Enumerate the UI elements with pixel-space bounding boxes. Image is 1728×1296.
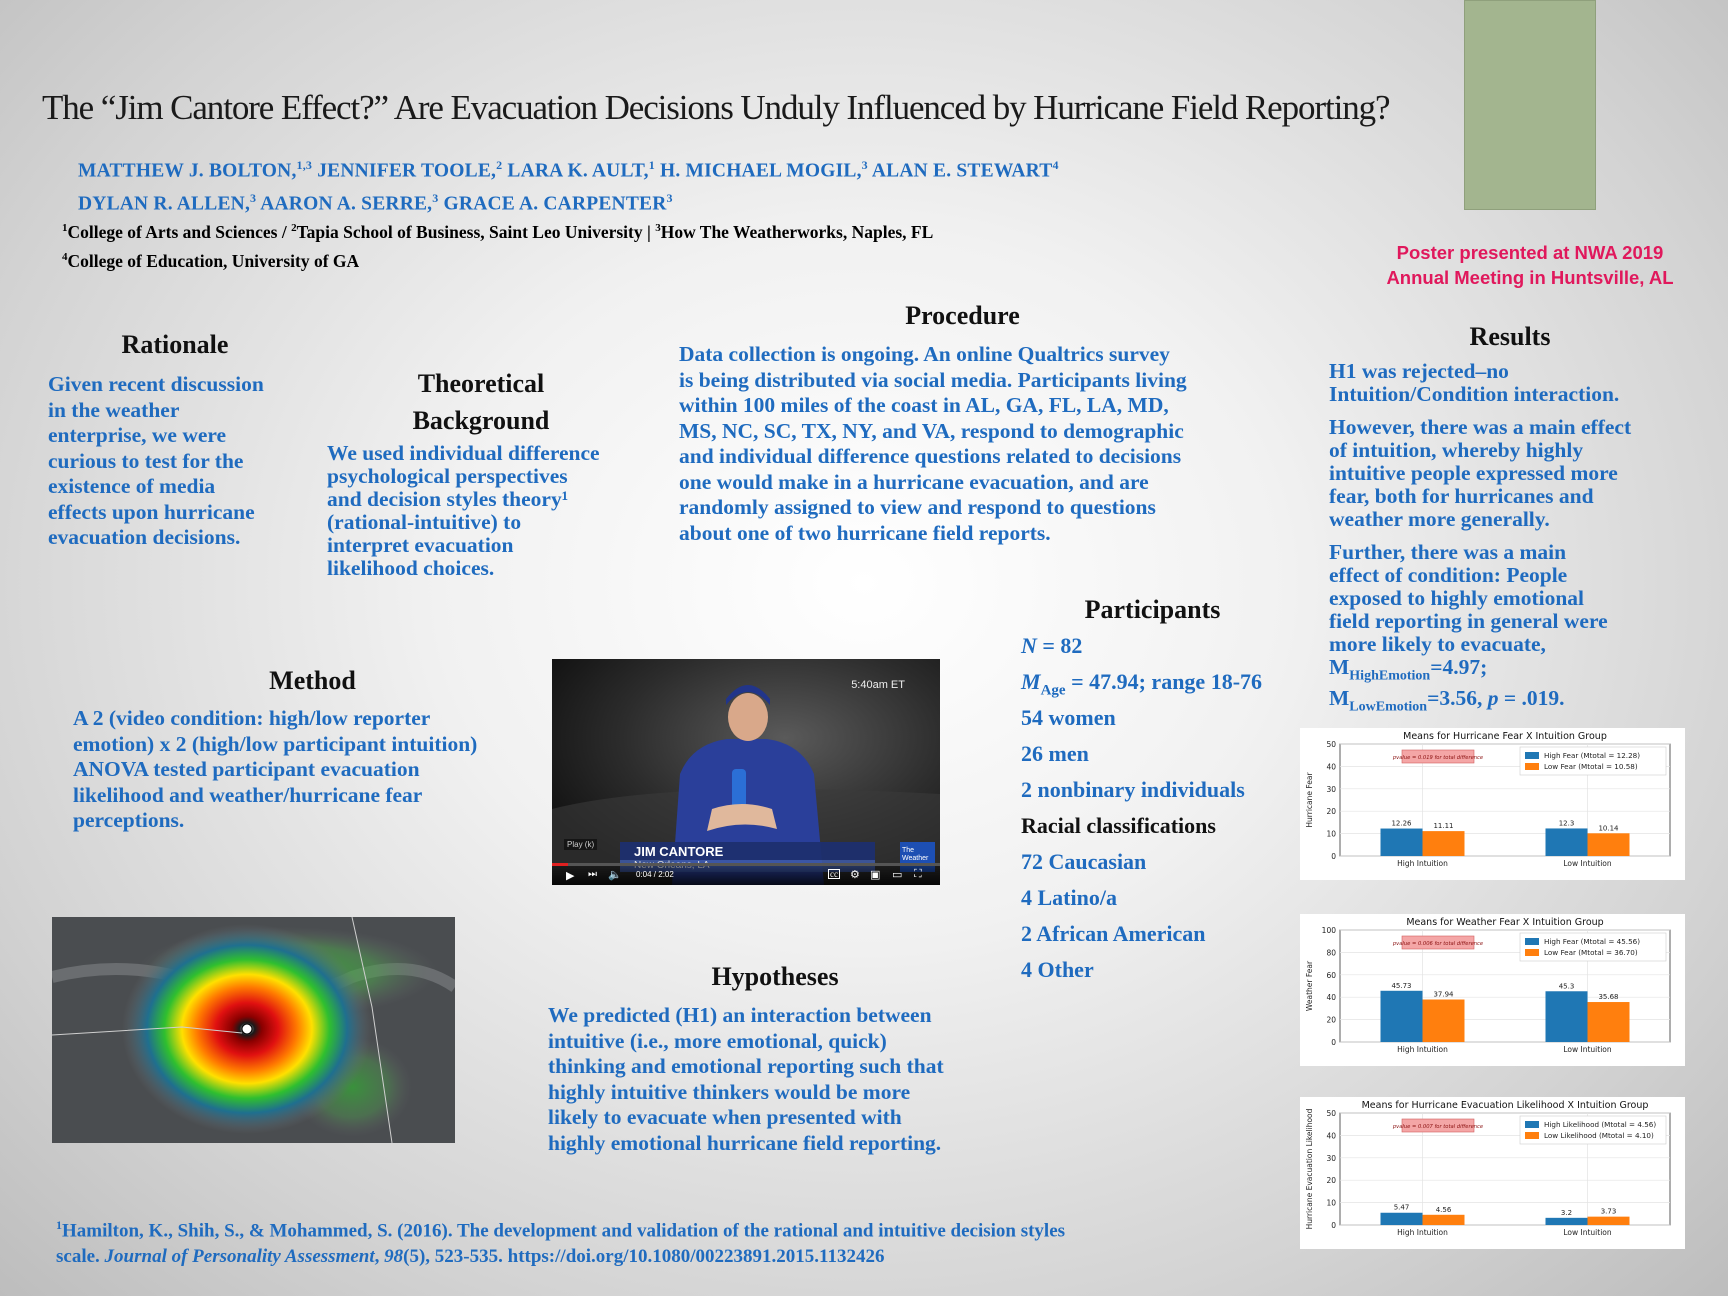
rationale-text — [48, 372, 318, 551]
legend-label: Low Fear (Mtotal = 36.70) — [1544, 948, 1638, 957]
results-paragraph — [1329, 416, 1719, 531]
affiliation: College of Arts and Sciences / — [67, 222, 292, 242]
legend-swatch — [1525, 949, 1539, 956]
hurricane-satellite-image — [52, 917, 455, 1143]
data-label: 12.26 — [1391, 819, 1412, 828]
method-line: ANOVA tested participant evacuation — [73, 757, 420, 781]
hypotheses-line: thinking and emotional reporting such that — [548, 1054, 944, 1078]
author-name-sup: 3 — [432, 191, 439, 205]
hypotheses-text — [548, 1003, 1008, 1156]
y-tick-label: 20 — [1326, 1176, 1336, 1186]
legend-label: High Fear (Mtotal = 45.56) — [1544, 937, 1641, 946]
y-tick-label: 0 — [1331, 852, 1336, 861]
bar — [1546, 991, 1588, 1042]
affiliation: College of Education, University of GA — [67, 251, 360, 271]
legend-label: Low Likelihood (Mtotal = 4.10) — [1544, 1131, 1654, 1140]
next-icon[interactable]: ⏭ — [588, 869, 597, 880]
rationale-line: enterprise, we were — [48, 423, 227, 447]
author-name: JENNIFER TOOLE, — [312, 160, 497, 182]
theory-heading-line: Theoretical — [417, 369, 545, 398]
procedure-line: Data collection is ongoing. An online Qualtrics survey — [679, 342, 1170, 366]
author-name: MATTHEW J. BOLTON, — [78, 160, 297, 182]
hypotheses-heading: Hypotheses — [711, 962, 839, 991]
y-axis-label: Hurricane Fear — [1305, 772, 1314, 828]
affiliation: Tapia School of Business, Saint Leo University | — [296, 222, 656, 242]
bar — [1588, 1002, 1630, 1042]
x-tick-label: Low Intuition — [1563, 1045, 1612, 1054]
rationale-line: curious to test for the — [48, 448, 244, 473]
legend-swatch — [1525, 1132, 1539, 1139]
chart-title: Means for Weather Fear X Intuition Group — [1406, 917, 1604, 928]
miniplayer-icon[interactable]: ▣ — [870, 869, 881, 881]
y-tick-label: 40 — [1326, 1131, 1336, 1141]
affiliations-line-1 — [62, 222, 933, 243]
author-name: GRACE A. CARPENTER — [438, 193, 667, 215]
y-tick-label: 60 — [1326, 970, 1336, 980]
y-tick-label: 20 — [1326, 1015, 1336, 1025]
results-line: Further, there was a main — [1329, 540, 1567, 564]
x-tick-label: Low Intuition — [1563, 1228, 1612, 1237]
data-label: 12.3 — [1558, 819, 1575, 828]
y-axis-label: Weather Fear — [1305, 960, 1314, 1012]
presented-line: Annual Meeting in Huntsville, AL — [1386, 267, 1674, 288]
hypotheses-line: intuitive (i.e., more emotional, quick) — [548, 1028, 887, 1053]
author-name-sup: 2 — [496, 158, 503, 172]
chart-title: Means for Hurricane Evacuation Likelihood X Intuition Group — [1361, 1100, 1649, 1111]
poster-title: The “Jim Cantore Effect?” Are Evacuation Decisions Unduly Influenced by Hurricane Field Reporting? — [42, 88, 1390, 127]
y-tick-label: 50 — [1326, 1109, 1336, 1118]
results-text — [1329, 360, 1719, 719]
procedure-line: and individual difference questions related to decisions — [679, 444, 1182, 468]
hypotheses-line: We predicted (H1) an interaction between — [548, 1003, 932, 1027]
method-line: perceptions. — [73, 808, 185, 832]
logo-placeholder — [1464, 0, 1596, 210]
y-tick-label: 10 — [1326, 829, 1336, 839]
y-tick-label: 10 — [1326, 1198, 1336, 1208]
rationale-line: evacuation decisions. — [48, 525, 241, 549]
reference — [56, 1212, 1256, 1270]
legend-swatch — [1525, 1121, 1539, 1128]
theory-heading — [340, 365, 622, 439]
legend-swatch — [1525, 752, 1539, 759]
theory-line: interpret evacuation — [327, 533, 514, 557]
author-name-sup: 3 — [666, 191, 673, 205]
affiliation: How The Weatherworks, Naples, FL — [660, 222, 934, 242]
author-name: DYLAN R. ALLEN, — [78, 193, 251, 215]
procedure-line: MS, NC, SC, TX, NY, and VA, respond to demographic — [679, 418, 1184, 443]
video-progress-fill — [552, 863, 568, 866]
data-label: 37.94 — [1433, 990, 1454, 999]
results-line: However, there was a main effect — [1329, 415, 1632, 439]
method-text — [73, 706, 553, 834]
data-label: 45.3 — [1558, 982, 1575, 991]
bar — [1423, 1215, 1465, 1225]
bar — [1381, 1213, 1423, 1225]
author-name: ALAN E. STEWART — [867, 160, 1053, 182]
participants-age: $M_{Age} = 47.94$; range 18-76 — [1021, 669, 1263, 699]
chart-weather-fear — [1300, 914, 1685, 1066]
bar — [1546, 828, 1588, 856]
theory-line: psychological perspectives — [327, 464, 568, 488]
author-name-sup: 3 — [861, 158, 868, 172]
method-line: emotion) x 2 (high/low participant intuition) — [73, 731, 478, 756]
results-line: fear, both for hurricanes and — [1329, 484, 1594, 508]
affiliation-sup: 2 — [291, 222, 297, 235]
participants-item: 4 Other — [1021, 957, 1094, 982]
hypotheses-line: highly intuitive thinkers would be more — [548, 1079, 911, 1104]
rationale-line: existence of media — [48, 474, 216, 498]
results-line: H1 was rejected–no — [1329, 359, 1509, 383]
theory-heading-line: Background — [412, 406, 550, 435]
theory-line: likelihood choices. — [327, 556, 495, 580]
rationale-line: Given recent discussion — [48, 372, 264, 396]
procedure-line: is being distributed via social media. Participants living — [679, 367, 1187, 392]
reference-line-1: $^1$Hamilton, K., Shih, S., & Mohammed, S. (2016). The development and validation of the rational and intuitive decision styles — [56, 1218, 1066, 1242]
results-line: exposed to highly emotional — [1329, 586, 1585, 610]
y-tick-label: 20 — [1326, 807, 1336, 817]
procedure-line: randomly assigned to view and respond to questions — [679, 495, 1156, 519]
x-tick-label: Low Intuition — [1563, 859, 1612, 868]
gear-icon[interactable]: ⚙ — [850, 869, 860, 881]
rationale-line: in the weather — [48, 397, 180, 422]
racial-heading: Racial classifications — [1021, 813, 1216, 838]
results-paragraph — [1329, 360, 1719, 406]
legend-label: High Fear (Mtotal = 12.28) — [1544, 751, 1641, 760]
procedure-heading: Procedure — [905, 301, 1020, 330]
video-time: 5:40am ET — [851, 679, 905, 691]
method-line: likelihood and weather/hurricane fear — [73, 782, 423, 807]
x-tick-label: High Intuition — [1397, 1045, 1448, 1054]
annotation-text: pvalue = 0.006 for total difference — [1392, 941, 1484, 947]
procedure-line: within 100 miles of the coast in AL, GA, FL, LA, MD, — [679, 393, 1169, 417]
y-tick-label: 100 — [1321, 926, 1336, 935]
affiliation-sup: 1 — [62, 222, 68, 235]
video-player[interactable] — [552, 659, 940, 885]
y-tick-label: 80 — [1326, 948, 1336, 958]
bar — [1588, 1217, 1630, 1225]
rationale-line: effects upon hurricane — [48, 499, 255, 524]
y-tick-label: 0 — [1331, 1221, 1336, 1230]
results-line: Intuition/Condition interaction. — [1329, 382, 1620, 406]
procedure-line: about one of two hurricane field reports. — [679, 520, 1051, 545]
legend-label: High Likelihood (Mtotal = 4.56) — [1544, 1120, 1657, 1129]
chart-hurricane-fear — [1300, 728, 1685, 880]
participants-item: 4 Latino/a — [1021, 885, 1117, 910]
theater-icon[interactable]: ▭ — [892, 869, 903, 881]
results-line: of intuition, whereby highly — [1329, 438, 1584, 462]
captions-icon[interactable]: cc — [830, 869, 838, 879]
results-paragraph — [1329, 541, 1719, 656]
author-name: H. MICHAEL MOGIL, — [654, 160, 862, 182]
method-line: A 2 (video condition: high/low reporter — [73, 706, 431, 730]
authors-line-1 — [78, 158, 1059, 183]
method-heading: Method — [269, 666, 356, 695]
bar — [1588, 833, 1630, 856]
hypotheses-line: highly emotional hurricane field reporting. — [548, 1130, 942, 1155]
satellite-graphic — [52, 917, 455, 1143]
theory-line: We used individual difference — [327, 441, 600, 465]
video-progress-track[interactable] — [552, 863, 940, 866]
participants-item: 2 African American — [1021, 921, 1206, 946]
presented-note — [1340, 240, 1720, 290]
play-icon[interactable]: ▶ — [566, 870, 575, 882]
data-label: 10.14 — [1598, 824, 1619, 833]
fullscreen-icon[interactable]: ⛶ — [914, 868, 922, 880]
results-m-low: $M_{LowEmotion}=3.56$, p = .019. — [1329, 686, 1565, 715]
data-label: 45.73 — [1391, 981, 1412, 990]
author-name: LARA K. AULT, — [502, 160, 649, 182]
participants-item: 26 men — [1021, 741, 1089, 766]
results-line: field reporting in general were — [1329, 609, 1608, 633]
bar — [1381, 829, 1423, 856]
x-tick-label: High Intuition — [1397, 1228, 1448, 1237]
data-label: 3.2 — [1560, 1208, 1573, 1217]
presented-line: Poster presented at NWA 2019 — [1396, 242, 1664, 263]
theory-line: (rational-intuitive) to — [327, 510, 522, 534]
video-reporter-name: JIM CANTORE — [634, 844, 724, 859]
author-name: AARON A. SERRE, — [256, 193, 433, 215]
procedure-line: one would make in a hurricane evacuation, and are — [679, 469, 1149, 494]
video-brand-logo: The Weather — [902, 847, 929, 862]
results-line: more likely to evacuate, — [1329, 632, 1546, 656]
participants-item: 2 nonbinary individuals — [1021, 777, 1245, 802]
results-m-high: $M_{HighEmotion}=4.97$; — [1329, 655, 1488, 684]
annotation-text: pvalue = 0.007 for total difference — [1392, 1124, 1484, 1130]
results-heading: Results — [1469, 322, 1551, 351]
video-frame — [552, 659, 940, 885]
reference-line-2: scale. Journal of Personality Assessment, 98(5), 523-535. https://doi.org/10.1080/00223891.2015.1132426 — [56, 1246, 885, 1268]
chart-evacuation-likelihood — [1300, 1097, 1685, 1249]
participants-heading: Participants — [1084, 595, 1221, 624]
y-tick-label: 40 — [1326, 993, 1336, 1003]
bar — [1381, 991, 1423, 1042]
y-tick-label: 40 — [1326, 762, 1336, 772]
results-line: intuitive people expressed more — [1329, 461, 1618, 485]
annotation-text: pvalue = 0.019 for total difference — [1392, 755, 1484, 761]
results-line: weather more generally. — [1329, 507, 1550, 531]
author-name-sup: 1,3 — [296, 158, 313, 172]
author-name-sup: 3 — [250, 191, 257, 205]
video-timecode: 0:04 / 2:02 — [636, 870, 674, 879]
volume-icon[interactable]: 🔈 — [608, 869, 622, 881]
participants-list — [1021, 628, 1321, 988]
x-tick-label: High Intuition — [1397, 859, 1448, 868]
y-tick-label: 0 — [1331, 1038, 1336, 1047]
bar — [1423, 1000, 1465, 1042]
data-label: 11.11 — [1433, 822, 1454, 831]
data-label: 3.73 — [1600, 1207, 1617, 1216]
participants-item: 54 women — [1021, 705, 1116, 730]
data-label: 5.47 — [1393, 1203, 1410, 1212]
participants-item: 72 Caucasian — [1021, 849, 1147, 874]
rationale-heading: Rationale — [121, 330, 229, 359]
y-tick-label: 30 — [1326, 784, 1336, 794]
affiliations-line-2 — [62, 251, 359, 272]
participants-n: N = 82 — [1021, 633, 1083, 658]
chart-title: Means for Hurricane Fear X Intuition Group — [1403, 731, 1607, 742]
data-label: 4.56 — [1435, 1205, 1452, 1214]
y-tick-label: 50 — [1326, 740, 1336, 749]
bar — [1546, 1218, 1588, 1225]
bar — [1423, 831, 1465, 856]
legend-swatch — [1525, 938, 1539, 945]
legend-swatch — [1525, 763, 1539, 770]
procedure-text — [679, 342, 1269, 546]
legend-label: Low Fear (Mtotal = 10.58) — [1544, 762, 1638, 771]
video-controls — [552, 863, 940, 885]
author-name-sup: 1 — [648, 158, 655, 172]
theory-line: and decision styles theory¹ — [327, 487, 569, 511]
authors-line-2 — [78, 191, 673, 216]
data-label: 35.68 — [1598, 993, 1619, 1002]
theory-text — [327, 442, 647, 580]
y-tick-label: 30 — [1326, 1153, 1336, 1163]
affiliation-sup: 4 — [62, 251, 68, 264]
hypotheses-line: likely to evacuate when presented with — [548, 1105, 902, 1129]
y-axis-label: Hurricane Evacuation Likelihood — [1305, 1108, 1314, 1230]
affiliation-sup: 3 — [655, 222, 661, 235]
results-line: effect of condition: People — [1329, 563, 1568, 587]
video-play-hint: Play (k) — [564, 839, 597, 850]
author-name-sup: 4 — [1052, 158, 1059, 172]
